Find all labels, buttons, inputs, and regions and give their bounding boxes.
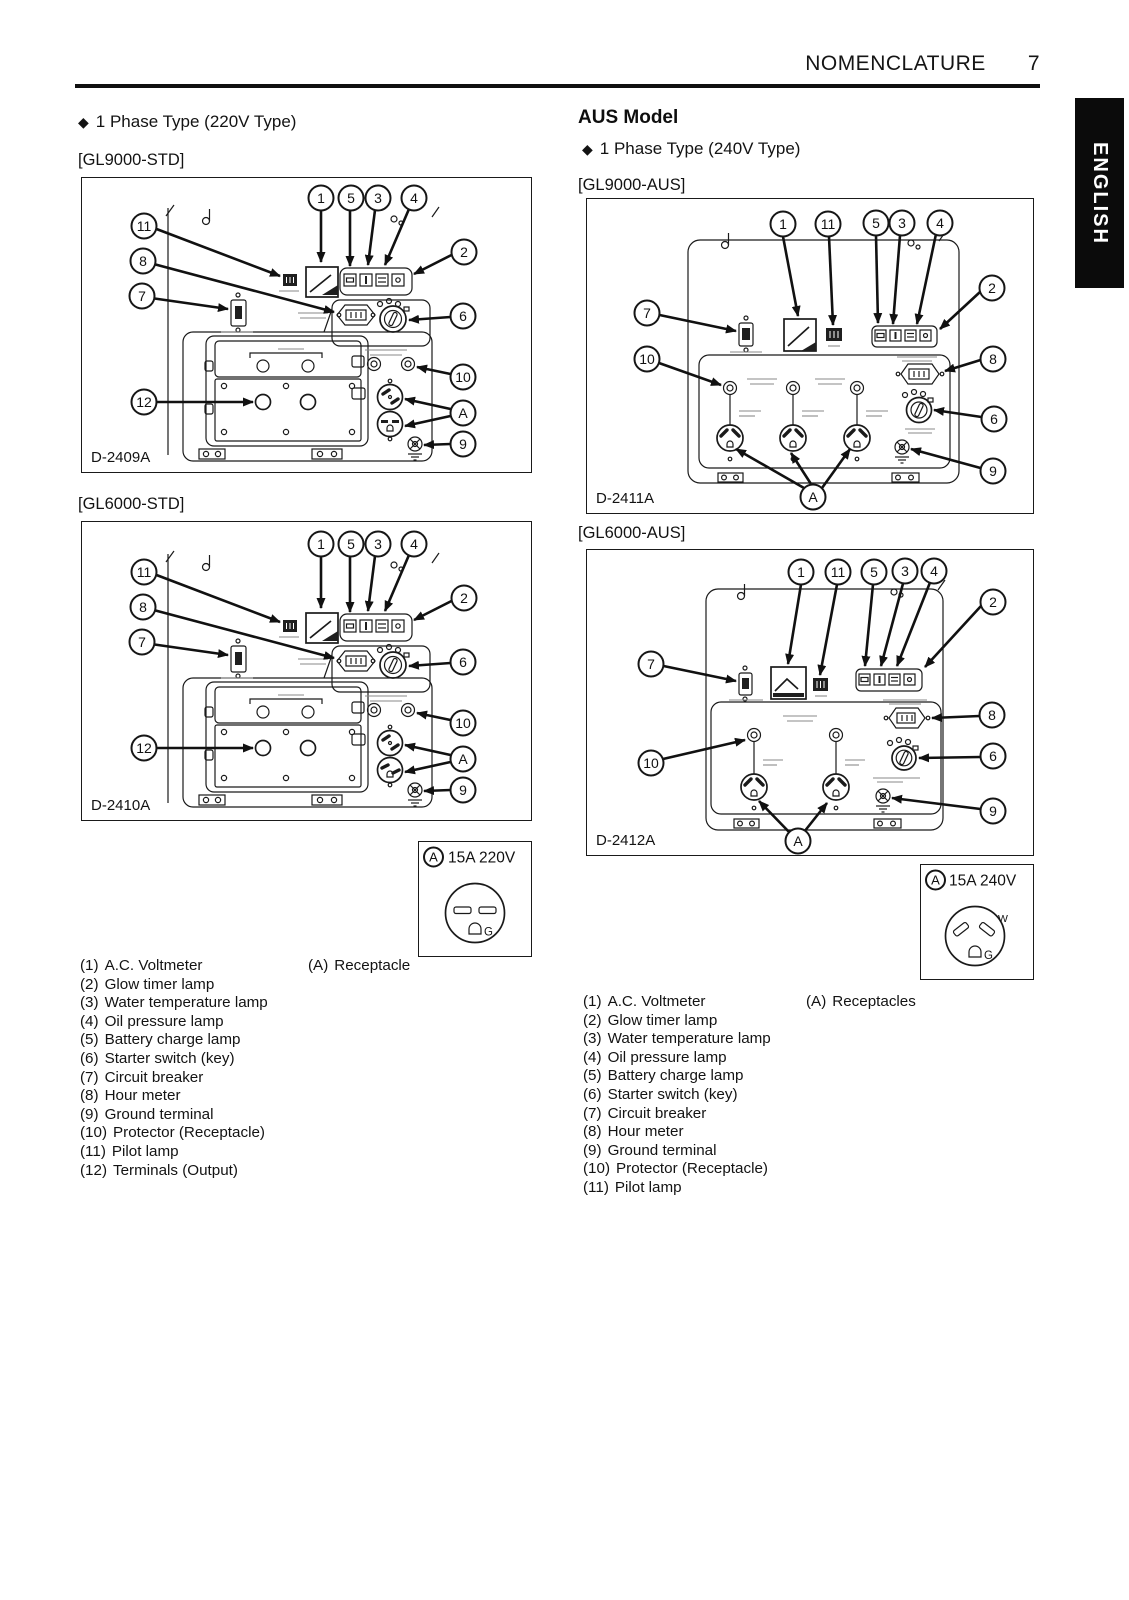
callout-A: [405, 399, 476, 426]
svg-text:10: 10: [455, 369, 471, 385]
parts-list-item: (4) Oil pressure lamp: [583, 1048, 727, 1066]
mount-feet: [199, 795, 342, 805]
callout-7: [635, 301, 737, 332]
svg-text:8: 8: [989, 351, 997, 367]
header-rule: [75, 84, 1040, 88]
parts-list-item: (7) Circuit breaker: [583, 1104, 707, 1122]
svg-text:2: 2: [988, 280, 996, 296]
wire-letter: W: [998, 913, 1008, 925]
lamp-cluster: [875, 330, 931, 341]
svg-text:1: 1: [317, 536, 325, 552]
figure-gl9000-std: [81, 177, 532, 473]
panel-decorations: [166, 205, 439, 455]
parts-list-item: (12) Terminals (Output): [80, 1161, 238, 1179]
svg-text:6: 6: [989, 748, 997, 764]
svg-text:7: 7: [138, 634, 146, 650]
hour-meter: [298, 651, 375, 671]
parts-list-item: (11) Pilot lamp: [583, 1178, 682, 1196]
receptacle-badge: A: [429, 849, 438, 865]
callout-7: [130, 284, 229, 310]
callout-2: [414, 586, 477, 621]
receptacle-detail-220v: [418, 841, 532, 957]
svg-text:12: 12: [136, 740, 152, 756]
outlet-240v-icon: [946, 907, 1005, 966]
callout-6: [934, 407, 1007, 432]
svg-text:1: 1: [779, 216, 787, 232]
parts-list-item: (2) Glow timer lamp: [80, 975, 215, 993]
model-label-gl9000-aus: [GL9000-AUS]: [578, 176, 686, 194]
svg-text:9: 9: [459, 782, 467, 798]
output-terminals: [205, 695, 365, 781]
ground-terminal: [408, 783, 422, 806]
page-number: 7: [1027, 52, 1040, 75]
callout-10: [635, 347, 722, 386]
starter-switch: [378, 645, 410, 679]
callout-8: [945, 347, 1006, 372]
callout-A: [405, 745, 476, 772]
receptacle-detail-240v-drawing: [921, 865, 1033, 979]
svg-text:3: 3: [898, 215, 906, 231]
circuit-breaker: [221, 639, 253, 678]
starter-switch: [903, 390, 936, 434]
callout-1: [309, 186, 334, 263]
callout-1: [771, 212, 799, 317]
parts-list-item: (5) Battery charge lamp: [80, 1031, 241, 1049]
figure-gl6000-aus: [586, 549, 1034, 856]
callout-11: [816, 212, 841, 326]
parts-list-item: (9) Ground terminal: [583, 1141, 717, 1159]
svg-text:3: 3: [901, 563, 909, 579]
svg-text:3: 3: [374, 190, 382, 206]
svg-text:A: A: [458, 751, 468, 767]
callout-2: [414, 240, 477, 275]
mount-feet: [718, 473, 919, 482]
svg-text:A: A: [808, 489, 818, 505]
callout-6: [409, 304, 476, 329]
callout-5: [862, 560, 887, 667]
callout-10: [417, 711, 476, 736]
ground-terminal: [408, 437, 422, 460]
hour-meter: [883, 700, 930, 728]
lamp-cluster: [344, 620, 404, 632]
figure-gl9000-aus-diagram: [587, 199, 1033, 513]
receptacles: [741, 774, 849, 810]
svg-text:1: 1: [797, 564, 805, 580]
parts-list-item: (8) Hour meter: [80, 1087, 181, 1105]
receptacles: [378, 379, 403, 441]
figure-gl9000-aus: [586, 198, 1034, 514]
svg-text:4: 4: [930, 563, 938, 579]
figure-code: D-2411A: [596, 490, 655, 507]
parts-list-aus: [583, 993, 771, 1198]
svg-text:3: 3: [374, 536, 382, 552]
svg-text:8: 8: [988, 707, 996, 723]
callout-9: [892, 798, 1006, 824]
parts-list-item: (7) Circuit breaker: [80, 1068, 204, 1086]
protector-breakers: [365, 350, 415, 371]
section-title-aus: AUS Model: [578, 107, 679, 128]
parts-list-item: (8) Hour meter: [583, 1123, 684, 1141]
parts-list-item: (2) Glow timer lamp: [583, 1011, 718, 1029]
svg-text:1: 1: [317, 190, 325, 206]
callout-2: [940, 276, 1005, 330]
svg-text:2: 2: [460, 244, 468, 260]
model-label-gl6000-std: [GL6000-STD]: [78, 495, 185, 513]
ac-voltmeter: [306, 267, 338, 297]
ac-voltmeter: [771, 667, 806, 699]
ac-voltmeter: [306, 613, 338, 643]
circuit-breaker: [221, 293, 253, 332]
svg-text:11: 11: [820, 216, 836, 232]
parts-list-item: (3) Water temperature lamp: [583, 1030, 771, 1048]
receptacle-rating: 15A 240V: [949, 872, 1017, 890]
callout-2: [925, 590, 1006, 668]
parts-list-item: (1) A.C. Voltmeter: [80, 957, 203, 974]
receptacle-rating: 15A 220V: [448, 849, 516, 867]
svg-text:7: 7: [647, 656, 655, 672]
callout-9: [911, 449, 1006, 484]
callout-6: [919, 744, 1006, 769]
receptacle-note-std: (A) Receptacle: [308, 957, 411, 974]
figure-gl6000-std-diagram: [82, 522, 531, 820]
svg-text:10: 10: [639, 351, 655, 367]
parts-list-item: (5) Battery charge lamp: [583, 1067, 744, 1085]
circuit-breaker: [729, 666, 763, 701]
parts-list-item: (3) Water temperature lamp: [80, 994, 268, 1012]
starter-switch: [888, 738, 921, 779]
receptacle-note-aus: (A) Receptacles: [806, 993, 916, 1010]
svg-text:8: 8: [139, 253, 147, 269]
svg-text:12: 12: [136, 394, 152, 410]
phase-heading-std: ◆ 1 Phase Type (220V Type): [78, 112, 297, 131]
callout-7: [639, 652, 737, 682]
callout-10: [639, 740, 746, 776]
parts-list-std: [80, 957, 268, 1180]
svg-text:5: 5: [872, 215, 880, 231]
protector-breakers: [748, 716, 866, 774]
starter-switch: [378, 299, 410, 333]
callout-12: [132, 390, 254, 415]
lamp-cluster: [859, 674, 915, 685]
svg-text:10: 10: [643, 755, 659, 771]
svg-text:7: 7: [138, 288, 146, 304]
svg-text:7: 7: [643, 305, 651, 321]
parts-list-item: (11) Pilot lamp: [80, 1142, 179, 1160]
language-tab: [1075, 98, 1124, 288]
lamp-cluster: [344, 274, 404, 286]
callout-7: [130, 630, 229, 656]
svg-text:4: 4: [410, 190, 418, 206]
callout-1: [788, 560, 814, 665]
callout-4: [917, 211, 953, 325]
figure-code: D-2412A: [596, 832, 656, 849]
svg-text:A: A: [793, 833, 803, 849]
callout-10: [417, 365, 476, 390]
receptacle-badge: A: [931, 872, 940, 888]
phase-heading-aus: ◆ 1 Phase Type (240V Type): [582, 139, 801, 158]
ground-terminal: [873, 778, 907, 812]
receptacle-detail-220v-drawing: [419, 842, 531, 956]
protector-breakers: [365, 696, 415, 717]
pilot-lamp: [813, 678, 828, 696]
figure-code: D-2410A: [91, 797, 151, 814]
parts-list-item: (10) Protector (Receptacle): [583, 1160, 768, 1178]
callout-5: [339, 186, 364, 267]
pilot-lamp: [826, 328, 842, 346]
svg-text:8: 8: [139, 599, 147, 615]
ground-letter: G: [984, 950, 993, 962]
figure-code: D-2409A: [91, 449, 151, 466]
callout-5: [864, 211, 889, 324]
svg-text:11: 11: [830, 564, 846, 580]
svg-text:10: 10: [455, 715, 471, 731]
outlet-220v-icon: [446, 884, 505, 943]
pilot-lamp: [279, 620, 299, 637]
svg-text:9: 9: [989, 803, 997, 819]
protector-breakers: [724, 379, 889, 425]
svg-text:5: 5: [870, 564, 878, 580]
svg-text:11: 11: [136, 564, 152, 580]
circuit-breaker: [730, 316, 762, 352]
svg-text:11: 11: [136, 218, 152, 234]
callout-1: [309, 532, 334, 609]
svg-text:6: 6: [459, 654, 467, 670]
receptacle-detail-240v: [920, 864, 1034, 980]
parts-list-item: (6) Starter switch (key): [583, 1085, 738, 1103]
figure-gl6000-aus-diagram: [587, 550, 1033, 855]
model-label-gl9000-std: [GL9000-STD]: [78, 151, 185, 169]
diamond-bullet-icon: ◆: [582, 141, 593, 157]
callout-5: [339, 532, 364, 613]
page-header: [0, 52, 1040, 76]
parts-list-item: (10) Protector (Receptacle): [80, 1124, 265, 1142]
callout-A: [759, 801, 827, 854]
ground-letter: G: [484, 926, 493, 939]
hour-meter: [896, 357, 944, 384]
callout-12: [132, 736, 254, 761]
hour-meter: [298, 305, 375, 325]
receptacles: [378, 725, 403, 787]
ground-terminal: [895, 440, 909, 463]
output-terminals: [205, 349, 365, 435]
mount-feet: [199, 449, 342, 459]
callout-11: [820, 560, 851, 676]
callout-3: [366, 186, 391, 266]
model-label-gl6000-aus: [GL6000-AUS]: [578, 524, 686, 542]
callout-A: [736, 449, 850, 510]
svg-text:4: 4: [410, 536, 418, 552]
page-title: NOMENCLATURE: [805, 52, 986, 75]
svg-text:5: 5: [347, 190, 355, 206]
callout-3: [366, 532, 391, 612]
figure-gl9000-std-diagram: [82, 178, 531, 472]
figure-gl6000-std: [81, 521, 532, 821]
language-tab-label: ENGLISH: [1089, 141, 1111, 245]
svg-text:2: 2: [989, 594, 997, 610]
mount-feet: [734, 819, 901, 828]
parts-list-item: (1) A.C. Voltmeter: [583, 993, 706, 1010]
svg-text:6: 6: [459, 308, 467, 324]
svg-text:2: 2: [460, 590, 468, 606]
parts-list-item: (6) Starter switch (key): [80, 1049, 235, 1067]
callout-3: [890, 211, 915, 325]
svg-text:9: 9: [459, 436, 467, 452]
ac-voltmeter: [784, 319, 816, 351]
parts-list-item: (4) Oil pressure lamp: [80, 1012, 224, 1030]
callout-6: [409, 650, 476, 675]
svg-text:4: 4: [936, 215, 944, 231]
svg-text:6: 6: [990, 411, 998, 427]
svg-text:A: A: [458, 405, 468, 421]
parts-list-item: (9) Ground terminal: [80, 1105, 214, 1123]
svg-text:9: 9: [989, 463, 997, 479]
pilot-lamp: [279, 274, 299, 291]
svg-text:5: 5: [347, 536, 355, 552]
diamond-bullet-icon: ◆: [78, 114, 89, 130]
